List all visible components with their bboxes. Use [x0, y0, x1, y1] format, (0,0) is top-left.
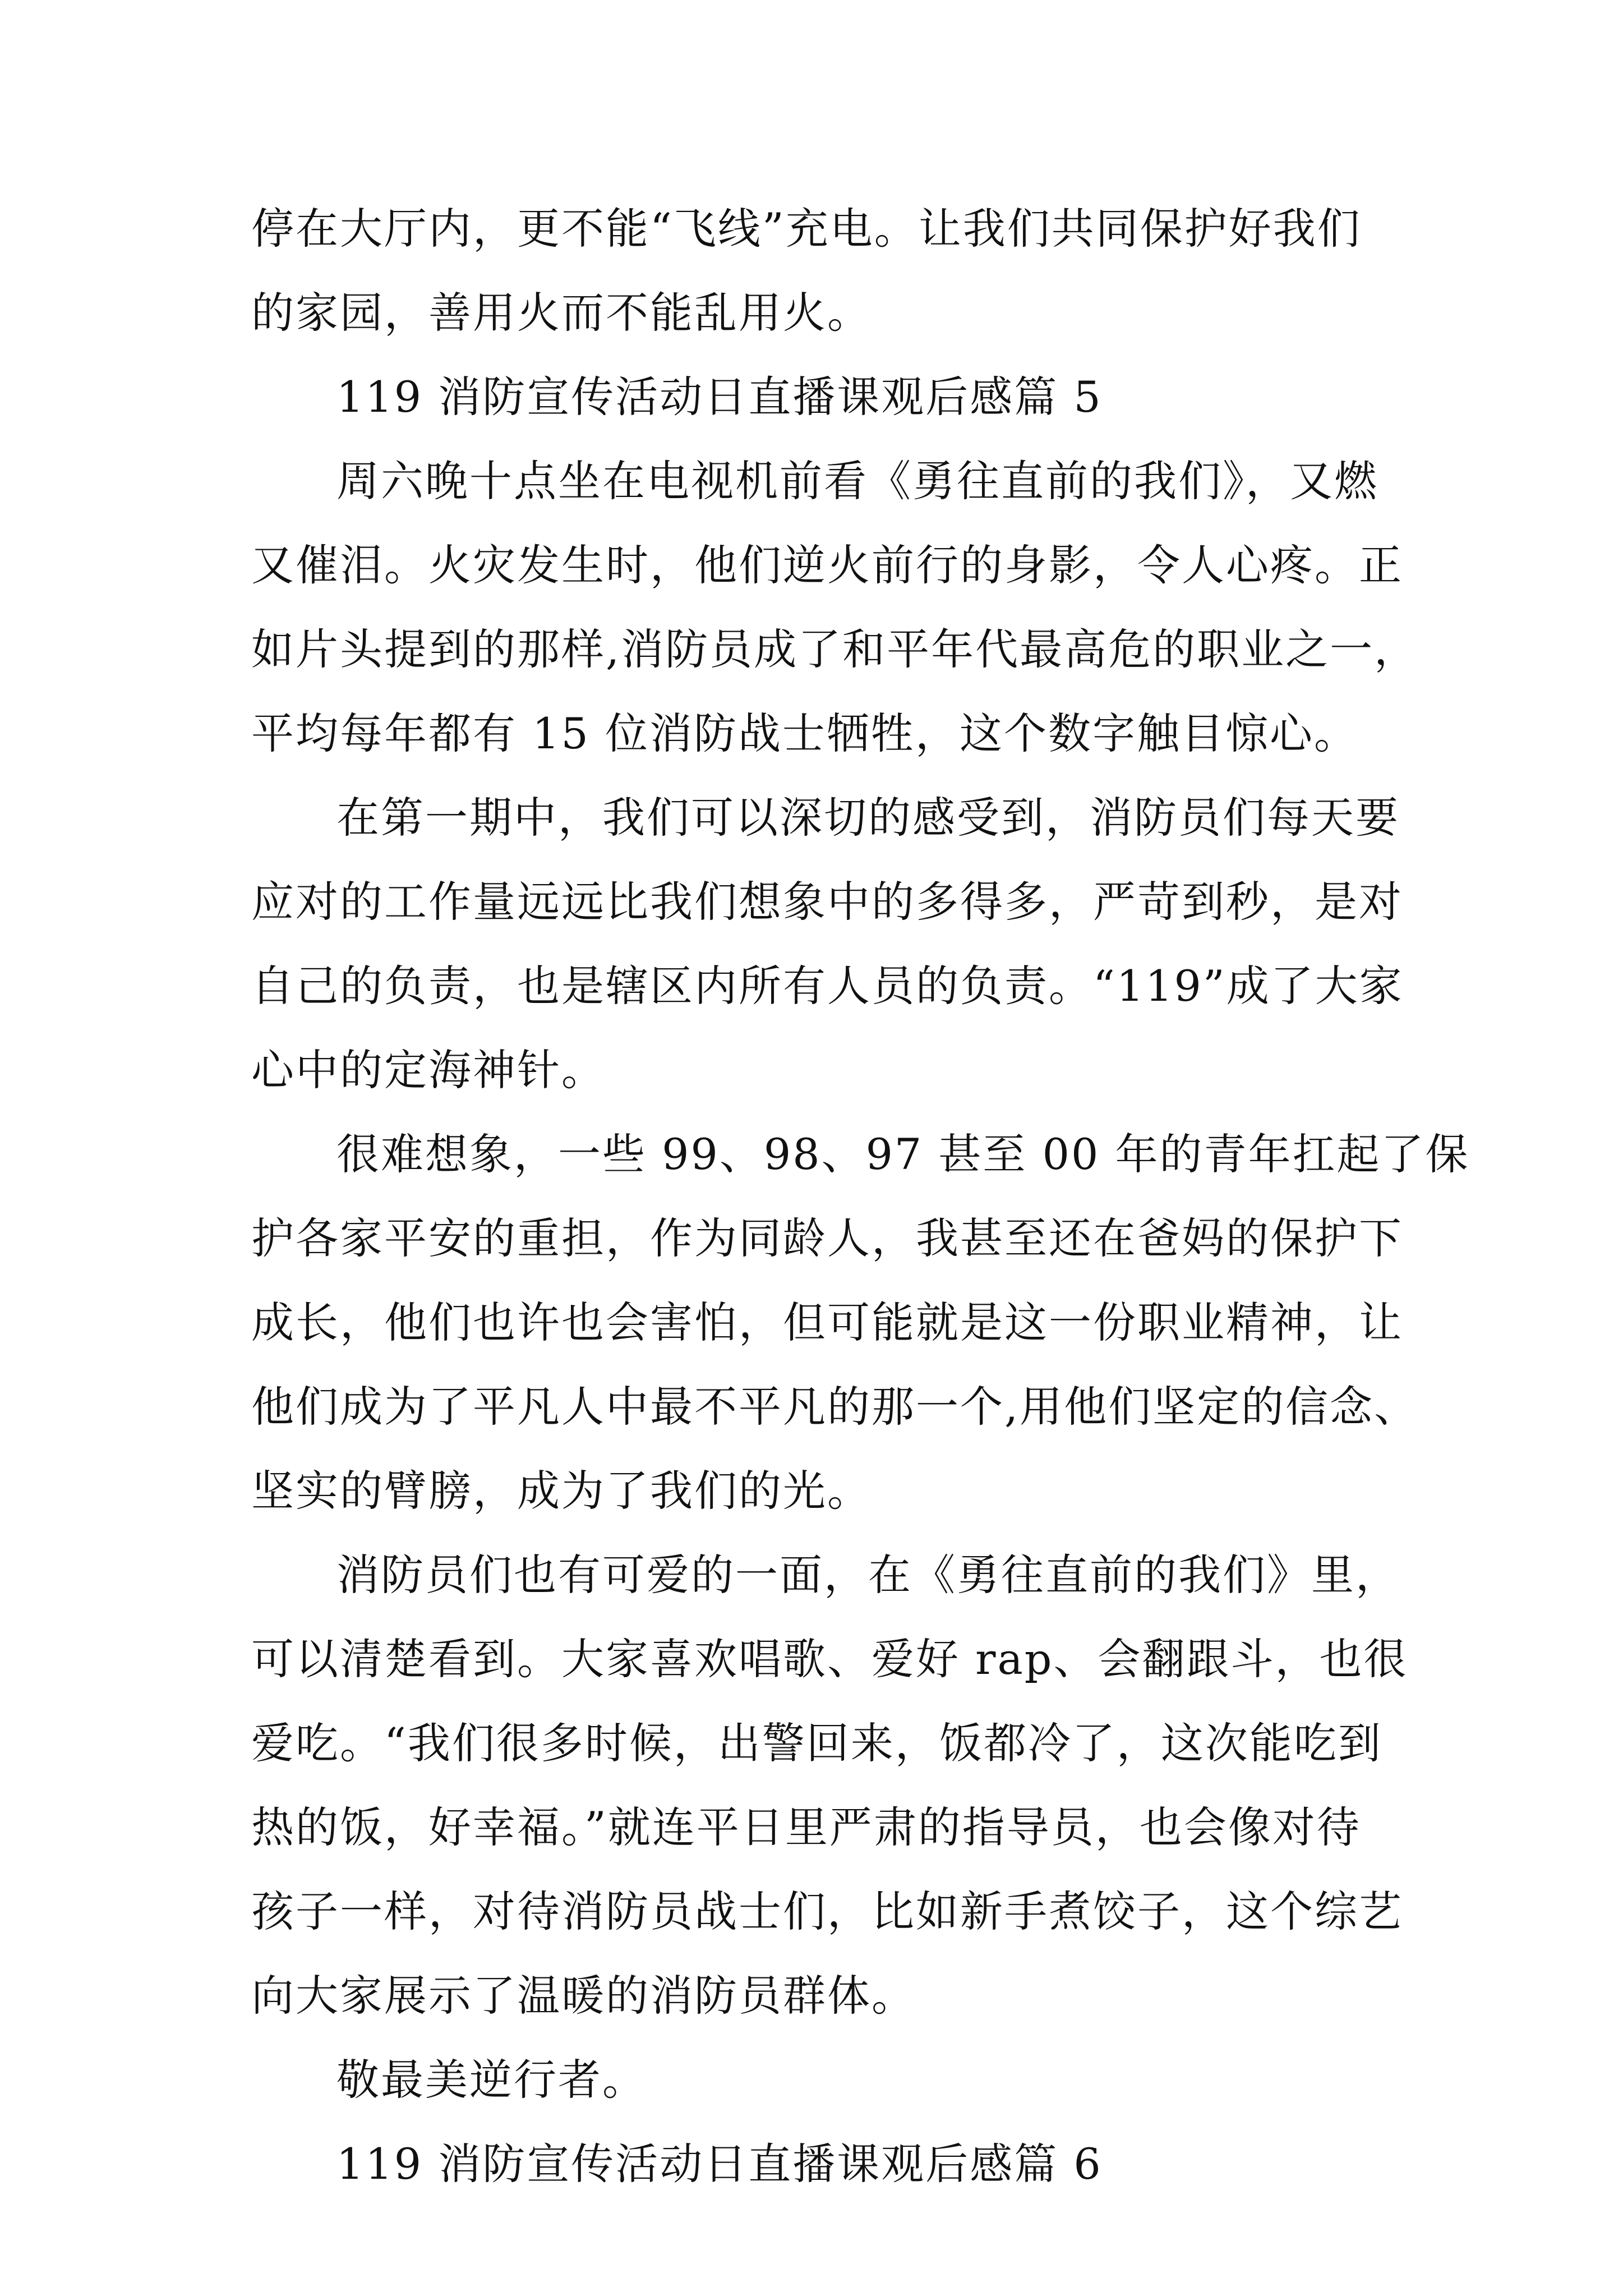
- text-line: 护各家平安的重担，作为同龄人，我甚至还在爸妈的保护下: [251, 1213, 1403, 1263]
- text-line: 坚实的臂膀，成为了我们的光。: [251, 1466, 872, 1516]
- text-line: 自己的负责，也是辖区内所有人员的负责。“119”成了大家: [251, 961, 1404, 1011]
- text-line: 他们成为了平凡人中最不平凡的那一个,用他们坚定的信念、: [251, 1382, 1419, 1432]
- text-line: 的家园，善用火而不能乱用火。: [251, 288, 872, 338]
- text-line: 成长，他们也许也会害怕，但可能就是这一份职业精神，让: [251, 1297, 1403, 1347]
- paragraph-start: 很难想象，一些 99、98、97 甚至 00 年的青年扛起了保: [336, 1129, 1470, 1179]
- section-heading: 119 消防宣传活动日直播课观后感篇 6: [336, 2139, 1103, 2189]
- text-line: 孩子一样，对待消防员战士们，比如新手煮饺子，这个综艺: [251, 1887, 1403, 1936]
- text-line: 如片头提到的那样,消防员成了和平年代最高危的职业之一，: [251, 624, 1419, 674]
- text-line: 又催泪。火灾发生时，他们逆火前行的身影，令人心疼。正: [251, 540, 1403, 590]
- text-line: 热的饭，好幸福。”就连平日里严肃的指导员，也会像对待: [251, 1802, 1361, 1852]
- paragraph-start: 周六晚十点坐在电视机前看《勇往直前的我们》，又燃: [336, 456, 1378, 506]
- text-line: 应对的工作量远远比我们想象中的多得多，严苛到秒，是对: [251, 877, 1403, 927]
- text-line: 爱吃。“我们很多时候，出警回来，饭都冷了，这次能吃到: [251, 1718, 1382, 1768]
- section-heading: 119 消防宣传活动日直播课观后感篇 5: [336, 372, 1103, 422]
- paragraph-start: 消防员们也有可爱的一面，在《勇往直前的我们》里，: [336, 1550, 1400, 1600]
- text-line: 停在大厅内，更不能“飞线”充电。让我们共同保护好我们: [251, 204, 1362, 254]
- paragraph-start: 在第一期中，我们可以深切的感受到，消防员们每天要: [336, 793, 1400, 843]
- text-line: 向大家展示了温暖的消防员群体。: [251, 1971, 916, 2021]
- text-line: 可以清楚看到。大家喜欢唱歌、爱好 rap、会翻跟斗，也很: [251, 1634, 1408, 1684]
- text-line: 平均每年都有 15 位消防战士牺牲，这个数字触目惊心。: [251, 708, 1359, 758]
- paragraph-start: 敬最美逆行者。: [336, 2055, 647, 2105]
- text-line: 心中的定海神针。: [251, 1045, 606, 1095]
